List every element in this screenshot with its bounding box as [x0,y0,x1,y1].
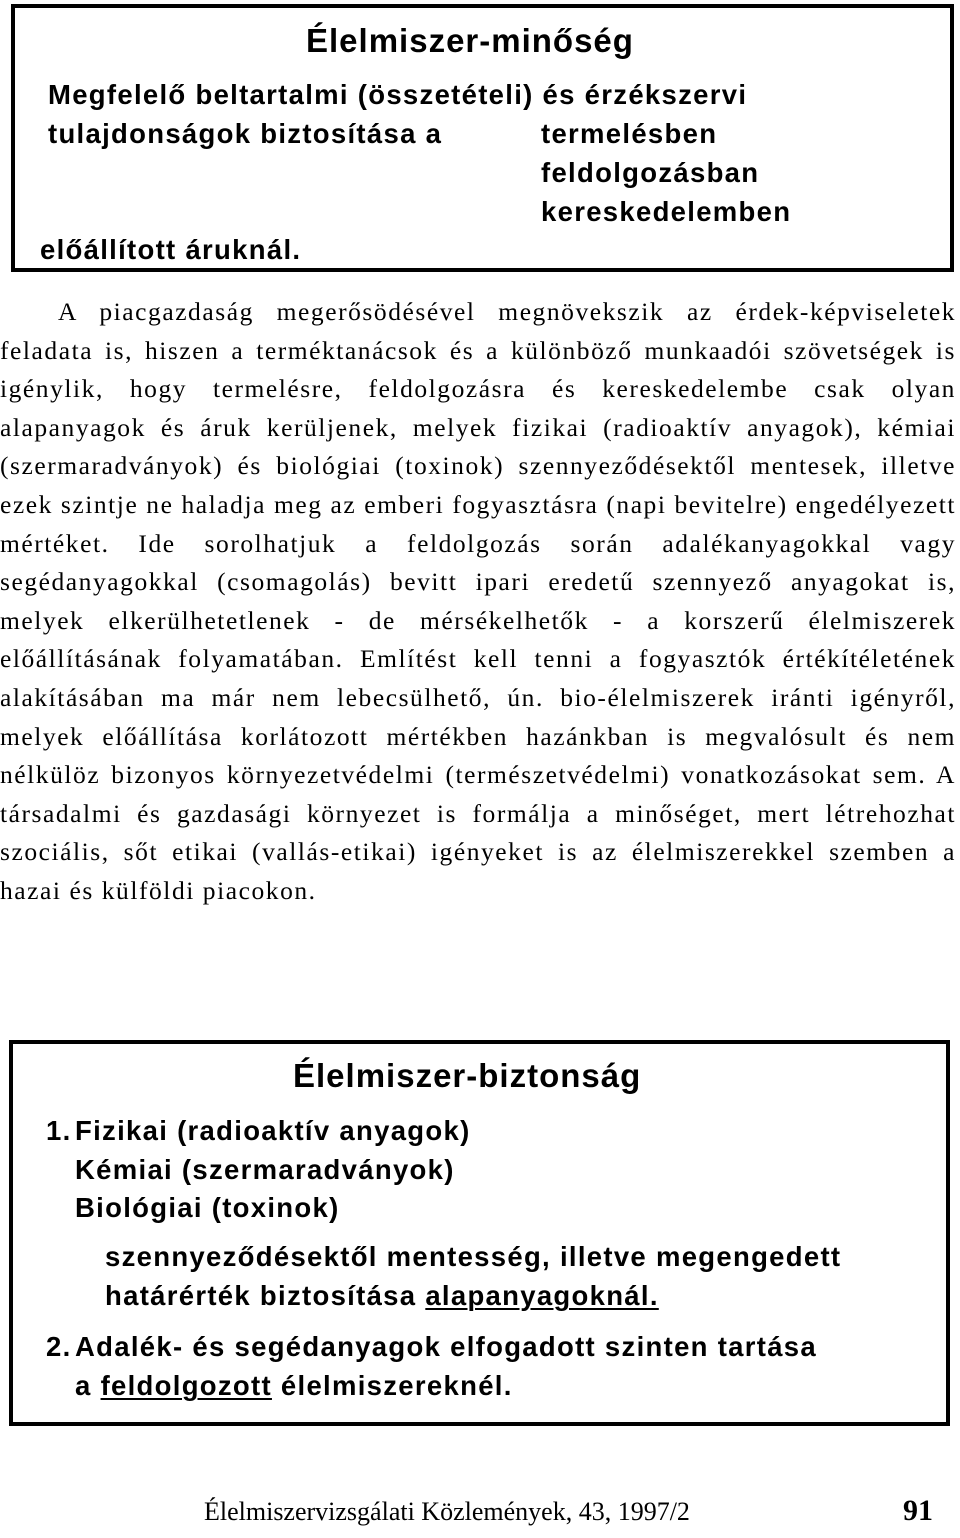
quality-box-stage-3: kereskedelemben [541,196,792,227]
safety-box-title: Élelmiszer-biztonság [293,1057,642,1094]
item-2-line-1: Adalék- és segédanyagok elfogadott szinten tartása [75,1331,817,1362]
item-1-detail-prefix: határérték biztosítása [105,1280,417,1311]
item-1-detail-line-2 [105,1280,659,1312]
item-1-line-1: Fizikai (radioaktív anyagok) [75,1115,471,1146]
quality-box-line-1: Megfelelő beltartalmi (összetételi) és érzékszervi [48,79,748,110]
item-2-line-2 [75,1370,513,1402]
safety-box [9,1040,950,1426]
footer-citation: Élelmiszervizsgálati Közlemények, 43, 1997/2 [204,1497,690,1526]
item-2-prefix: a [75,1370,92,1401]
item-1-number: 1. [46,1115,72,1146]
quality-box [11,4,954,272]
item-2-underlined: feldolgozott [100,1370,272,1401]
quality-box-stage-2: feldolgozásban [541,157,760,188]
item-2-number: 2. [46,1331,72,1362]
quality-box-stage-1: termelésben [541,118,718,149]
item-1-detail-line-1: szennyeződésektől mentesség, illetve megengedett [105,1241,842,1272]
item-1-line-2: Kémiai (szermaradványok) [75,1154,455,1185]
item-2-suffix: élelmiszereknél. [280,1370,513,1401]
quality-box-line-2: tulajdonságok biztosítása a [48,118,443,149]
item-1-line-3: Biológiai (toxinok) [75,1192,340,1223]
quality-box-line-last: előállított áruknál. [40,234,302,265]
body-text [0,293,956,911]
main-paragraph: A piacgazdaság megerősödésével megnövekszik az érdek-képviseletek feladata is, hiszen a terméktanácsok és a különböző munkaadói szövetségek is igénylik, hogy termelésre, feldolgozásra és kereskedelembe csak olyan alapanyagok és áruk kerüljenek, melyek fizikai (radioaktív anyagok), kémiai (szermaradványok) és biológiai (toxinok) szennyeződésektől mentesek, illetve ezek szintje ne haladja meg az emberi fogyasztásra (napi bevitelre) engedélyezett mértéket. Ide sorolhatjuk a feldolgozás során adalékanyagokkal vagy segédanyagokkal (csomagolás) bevitt ipari eredetű szennyező anyagokat is, melyek elkerülhetetlenek - de mérsékelhetők - a korszerű élelmiszerek előállításának folyamatában. Említést kell tenni a fogyasztók értékítéletének alakításában ma már nem lebecsülhető, ún. bio-élelmiszerek iránti igényről, melyek előállítása korlátozott mértékben hazánkban is megvalósult és nem nélkülöz bizonyos környezetvédelmi (természetvédelmi) vonatkozásokat sem. A társadalmi és gazdasági környezet is formálja a minőséget, mert létrehozhat szociális, sőt etikai (vallás-etikai) igényeket is az élelmiszerekkel szemben a hazai és külföldi piacokon. [0,297,956,905]
quality-box-title: Élelmiszer-minőség [306,22,634,59]
item-1-detail-underlined: alapanyagoknál. [425,1280,659,1311]
page-number: 91 [903,1494,933,1527]
